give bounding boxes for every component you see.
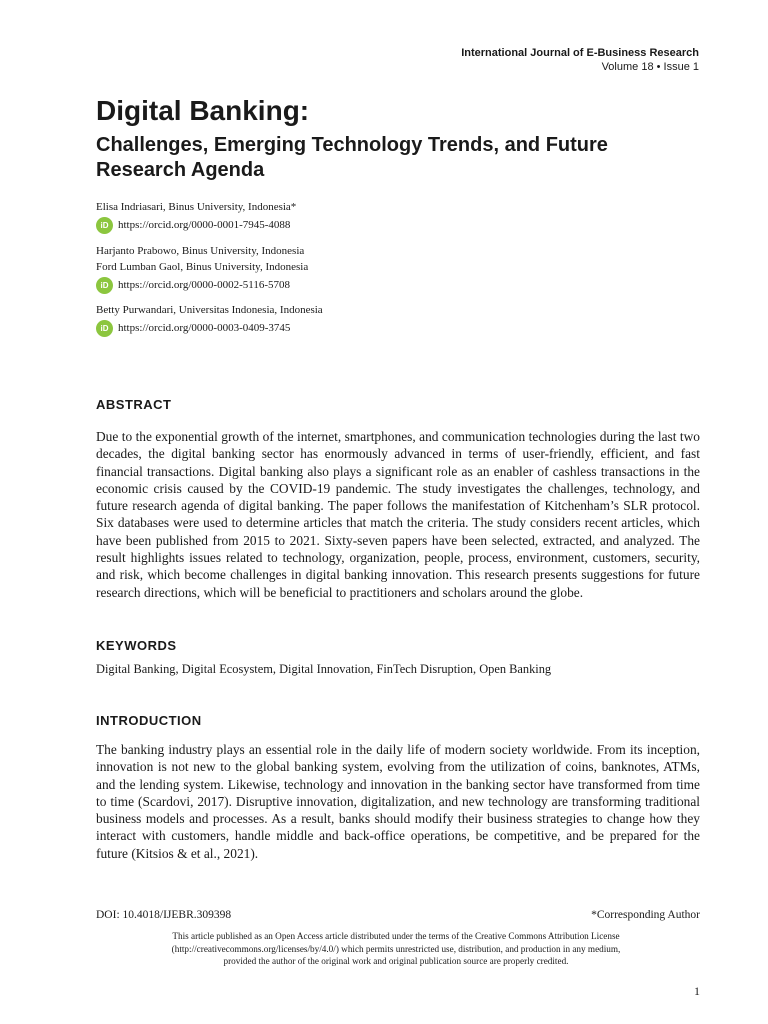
doi-label: DOI: 10.4018/IJEBR.309398 xyxy=(96,909,232,921)
journal-name: International Journal of E-Business Research xyxy=(461,47,699,59)
orcid-link-4[interactable] xyxy=(96,318,656,338)
journal-volume: Volume 18 • Issue 1 xyxy=(601,61,699,73)
orcid-icon: iD xyxy=(96,320,113,337)
orcid-link-3[interactable] xyxy=(96,275,656,295)
orcid-link-1[interactable] xyxy=(96,215,656,235)
license-notice xyxy=(120,930,672,968)
orcid-icon: iD xyxy=(96,277,113,294)
author-1: Elisa Indriasari, Binus University, Indonesia* xyxy=(96,201,297,213)
journal-header xyxy=(461,46,699,74)
license-line: (http://creativecommons.org/licenses/by/4.0/) which permits unrestricted use, distribution, and production in any medium, xyxy=(171,943,621,954)
author-4: Betty Purwandari, Universitas Indonesia, Indonesia xyxy=(96,304,323,316)
keywords-text: Digital Banking, Digital Ecosystem, Digital Innovation, FinTech Disruption, Open Banking xyxy=(96,662,552,676)
license-line: This article published as an Open Access article distributed under the terms of the Creative Commons Attribution License xyxy=(172,931,620,941)
paper-subtitle: Challenges, Emerging Technology Trends, and Future Research Agenda xyxy=(96,134,608,181)
orcid-url[interactable]: https://orcid.org/0000-0003-0409-3745 xyxy=(118,322,291,334)
paper-title: Digital Banking: xyxy=(96,95,310,126)
page-number: 1 xyxy=(694,984,700,998)
abstract-text: Due to the exponential growth of the internet, smartphones, and communication technologies during the last two decades, the digital banking sector has enormously advanced in terms of user-friendly, efficient, and fast financial transactions. Digital banking also plays a significant role as an enabler of cashless transactions in the economic crisis caused by the COVID-19 pandemic. The study investigates the challenges, technology, and future research agenda of digital banking. The paper follows the manifestation of Kitchenham’s SLR protocol. Six databases were used to determine articles that match the criteria. The study considers recent articles, which have been published from 2015 to 2021. Sixty-seven papers have been selected, extracted, and analyzed. The result highlights issues related to technology, organization, people, process, environment, customers, security, and risk, which become challenges in digital banking innovation. This research presents suggestions for future research directions, which will be beneficial to practitioners and scholars around the globe. xyxy=(96,429,700,600)
introduction-heading: INTRODUCTION xyxy=(96,713,202,728)
author-list xyxy=(96,199,656,338)
orcid-icon: iD xyxy=(96,217,113,234)
orcid-url[interactable]: https://orcid.org/0000-0002-5116-5708 xyxy=(118,279,291,291)
abstract-heading: ABSTRACT xyxy=(96,397,172,412)
author-3: Ford Lumban Gaol, Binus University, Indonesia xyxy=(96,261,309,273)
introduction-text: The banking industry plays an essential role in the daily life of modern society worldwide. From its inception, innovation is not new to the global banking system, evolving from the utilization of coins, banknotes, ATMs, and the lending system. Likewise, technology and innovation in the banking sector have transformed from time to time (Scardovi, 2017). Disruptive innovation, digitalization, and new technology are transforming traditional business models and processes. As a result, banks should modify their business strategies to change how they interact with customers, handle middle and back-office operations, be competitive, and be prepared for the future (Kitsios & et al., 2021). xyxy=(96,742,700,861)
author-2: Harjanto Prabowo, Binus University, Indonesia xyxy=(96,245,305,257)
corresponding-author-note: *Corresponding Author xyxy=(591,909,700,921)
license-line: provided the author of the original work and original publication source are properly credited. xyxy=(223,956,569,966)
keywords-heading: KEYWORDS xyxy=(96,638,177,653)
orcid-url[interactable]: https://orcid.org/0000-0001-7945-4088 xyxy=(118,219,291,231)
